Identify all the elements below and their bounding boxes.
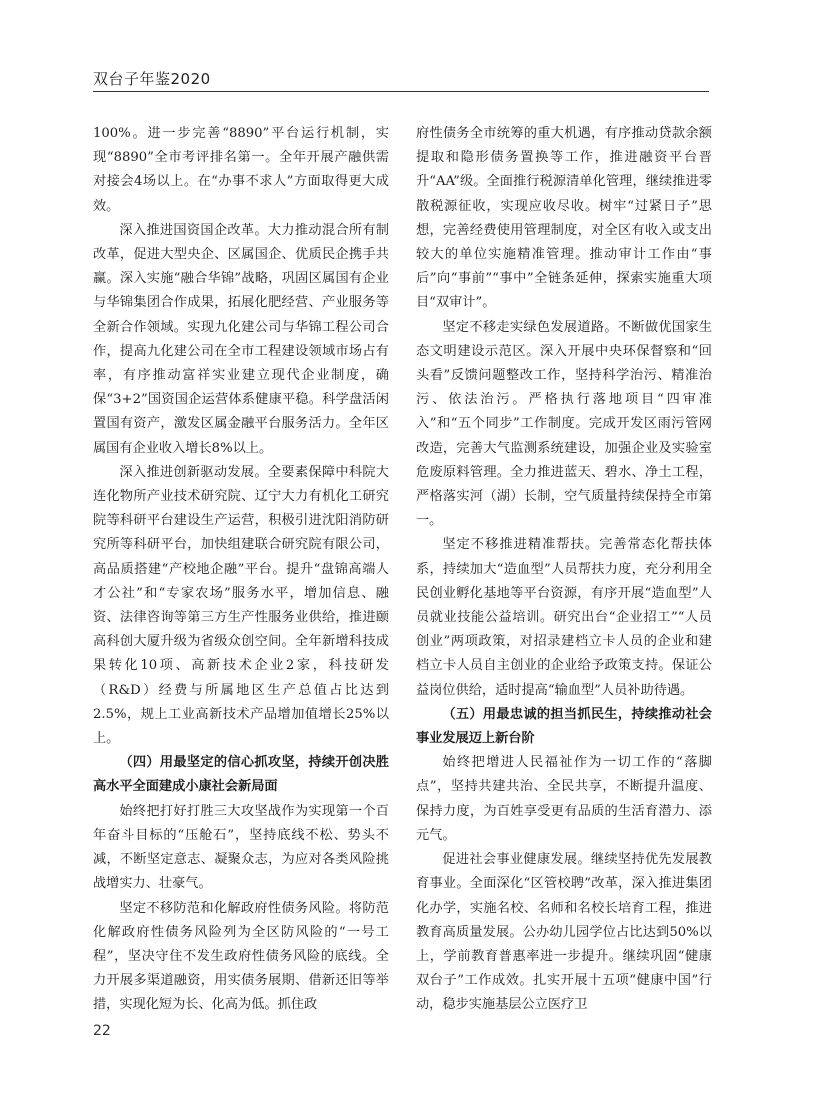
yearbook-title: 双台子年鉴2020 <box>93 70 211 88</box>
paragraph: 坚定不移推进精准帮扶。完善常态化帮扶体系，持续加大“造血型”人员帮扶力度，充分利用全民创业孵化基地等平台资源，有序开展“造血型”人员就业技能公益培训。研究出台“企业招工”“人员创业”两项政策，对招录建档立卡人员的企业和建档立卡人员自主创业的企业给予政策支持。保证公益岗位供给，适时提高“输血型”人员补助待遇。 <box>416 537 712 698</box>
running-header <box>93 62 709 92</box>
header-divider <box>93 91 709 92</box>
right-column <box>416 122 712 1018</box>
paragraph: 100%。进一步完善“8890”平台运行机制，实现“8890”全市考评排名第一。全年开展产融供需对接会4场以上。在“办事不求人”方面取得更大成效。 <box>93 126 389 214</box>
section-heading: （四）用最坚定的信心抓攻坚，持续开创决胜高水平全面建成小康社会新局面 <box>93 755 389 795</box>
paragraph: 始终把增进人民福祉作为一切工作的“落脚点”，坚持共建共治、全民共享，不断提升温度、保持力度，为百姓享受更有品质的生活育潜力、添元气。 <box>416 755 712 843</box>
section-heading: （五）用最忠诚的担当抓民生，持续推动社会事业发展迈上新台阶 <box>416 706 712 747</box>
paragraph: 坚定不移防范和化解政府性债务风险。将防范化解政府性债务风险列为全区防风险的“一号工程”，坚决守住不发生政府性债务风险的底线。全力开展多渠道融资，用实债务展期、借新还旧等举措，实现化短为长、化高为低。抓住政 <box>93 900 389 1013</box>
paragraph: 始终把打好打胜三大攻坚战作为实现第一个百年奋斗目标的“压舱石”，坚持底线不松、势头不减，不断坚定意志、凝聚众志，为应对各类风险挑战增实力、壮豪气。 <box>93 803 389 892</box>
paragraph: 府性债务全市统筹的重大机遇，有序推动贷款余额提取和隐形债务置换等工作，推进融资平台晋升“AA”级。全面推行税源清单化管理，继续推进零散税源征收，实现应收尽收。树牢“过紧日子”思想，完善经费使用管理制度，对全区有收入或支出较大的单位实施精准管理。推动审计工作由“事后”向“事前”“事中”全链条延伸，探索实施重大项目“双审计”。 <box>416 126 712 311</box>
page-number: 22 <box>93 1023 111 1039</box>
paragraph: 深入推进创新驱动发展。全要素保障中科院大连化物所产业技术研究院、辽宁大力有机化工研究院等科研平台建设生产运营，积极引进沈阳消防研究所等科研平台，加快组建联合研究院有限公司，高品质搭建“产校地企融”平台。提升“盘锦高端人才公社”和“专家农场”服务水平，增加信息、融资、法律咨询等第三方生产性服务业供给，推进颐高科创大厦升级为省级众创空间。全年新增科技成果转化10项、高新技术企业2家，科技研发（R&D）经费与所属地区生产总值占比达到2.5%，规上工业高新技术产品增加值增长25%以上。 <box>93 464 389 747</box>
paragraph: 坚定不移走实绿色发展道路。不断做优国家生态文明建设示范区。深入开展中央环保督察和“回头看”反馈问题整改工作，坚持科学治污、精准治污、依法治污。严格执行落地项目“四审准入”和“五个同步”工作制度。完成开发区雨污管网改造，完善大气监测系统建设，加强企业及实验室危废原料管理。全力推进蓝天、碧水、净土工程，严格落实河（湖）长制，空气质量持续保持全市第一。 <box>416 319 712 529</box>
paragraph: 促进社会事业健康发展。继续坚持优先发展教育事业。全面深化“区管校聘”改革，深入推进集团化办学，实施名校、名师和名校长培育工程，推进教育高质量发展。公办幼儿园学位占比达到50%以上，学前教育普惠率进一步提升。继续巩固“健康双台子”工作成效。扎实开展十五项“健康中国”行动，稳步实施基层公立医疗卫 <box>416 852 712 1013</box>
paragraph: 深入推进国资国企改革。大力推动混合所有制改革，促进大型央企、区属国企、优质民企携手共赢。深入实施“融合华锦”战略，巩固区属国有企业与华锦集团合作成果，拓展化肥经营、产业服务等全新合作领域。实现九化建公司与华锦工程公司合作，提高九化建公司在全市工程建设领域市场占有率，有序推动富祥实业建立现代企业制度，确保“3+2”国资国企运营体系健康平稳。科学盘活闲置国有资产，激发区属金融平台服务活力。全年区属国有企业收入增长8%以上。 <box>93 222 389 456</box>
left-column <box>93 122 389 1018</box>
